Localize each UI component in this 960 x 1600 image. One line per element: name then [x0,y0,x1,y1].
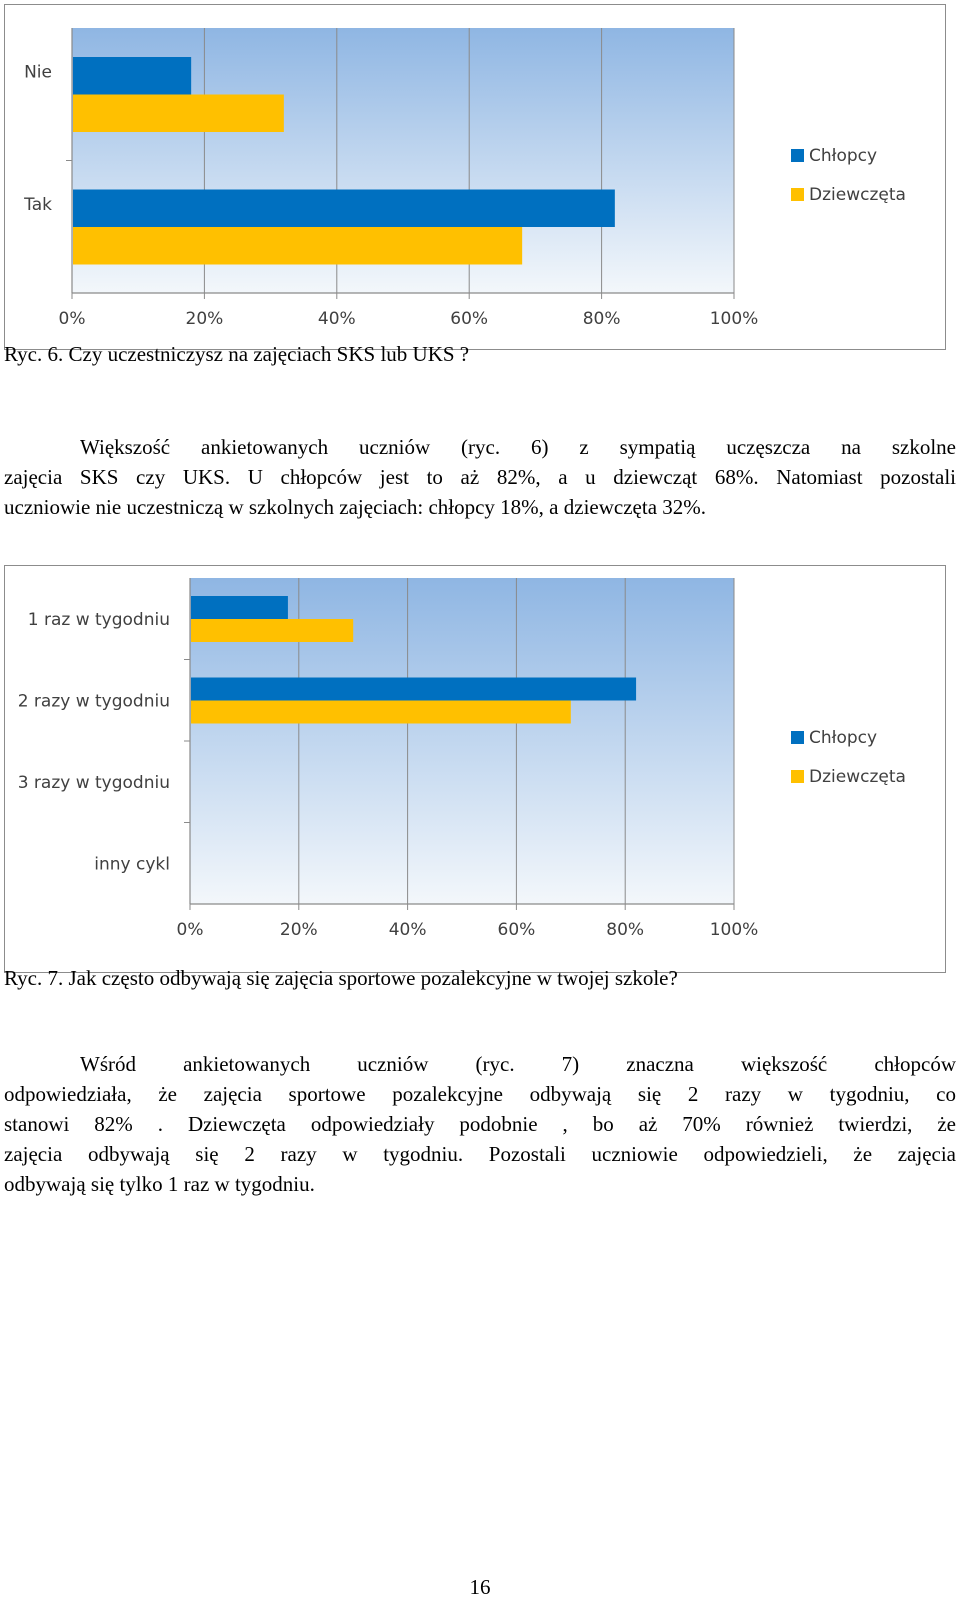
legend-label: Dziewczęta [809,185,906,205]
x-tick-label: 20% [185,309,224,329]
legend-swatch [791,188,804,201]
x-tick-label: 0% [176,920,204,940]
chart-sport-frequency [4,565,946,973]
x-tick-label: 60% [450,309,489,329]
paragraph-fig7-summary [4,1049,956,1199]
legend-swatch [791,149,804,162]
category-label: Tak [24,195,52,216]
category-label: 2 razy w tygodniu [17,691,170,712]
legend-label: Dziewczęta [809,767,906,787]
paragraph-line: stanowi 82% . Dziewczęta odpowiedziały podobnie , bo aż 70% również twierdzi, że [4,1112,956,1136]
legend-label: Chłopcy [809,146,878,166]
bar-chlopcy [191,678,636,701]
paragraph-line: zajęcia odbywają się 2 razy w tygodniu. Pozostali uczniowie odpowiedzieli, że zajęcia [4,1142,956,1166]
bar-dziewczeta [191,701,571,724]
category-label: inny cykl [94,854,170,875]
chart-sport-frequency-svg [5,566,947,974]
category-label: Nie [24,62,52,83]
legend-swatch [791,731,804,744]
x-tick-label: 80% [582,309,621,329]
category-label: 3 razy w tygodniu [17,772,170,793]
x-tick-label: 100% [709,920,759,940]
legend-swatch [791,770,804,783]
paragraph-line: Wśród ankietowanych uczniów (ryc. 7) znaczna większość chłopców [80,1052,956,1076]
bar-chlopcy [191,596,288,619]
paragraph-fig6-summary [4,432,956,522]
chart-sks-participation-svg [5,5,947,351]
x-tick-label: 0% [58,309,86,329]
paragraph-line: odpowiedziała, że zajęcia sportowe pozalekcyjne odbywają się 2 razy w tygodniu, co [4,1082,956,1106]
legend-label: Chłopcy [809,728,878,748]
x-tick-label: 100% [709,309,759,329]
figure-7-caption: Ryc. 7. Jak często odbywają się zajęcia sportowe pozalekcyjne w twojej szkole? [4,966,678,990]
figure-6-caption: Ryc. 6. Czy uczestniczysz na zajęciach SKS lub UKS ? [4,342,470,366]
bar-dziewczeta [191,619,353,642]
chart-sks-participation [4,4,946,350]
paragraph-line: uczniowie nie uczestniczą w szkolnych zajęciach: chłopcy 18%, a dziewczęta 32%. [4,495,707,519]
paragraph-line: Większość ankietowanych uczniów (ryc. 6) z sympatią uczęszcza na szkolne [80,435,956,459]
category-label: 1 raz w tygodniu [27,609,170,630]
x-tick-label: 20% [279,920,318,940]
x-tick-label: 40% [317,309,356,329]
bar-chlopcy [73,190,615,228]
page-number: 16 [469,1575,491,1599]
bar-dziewczeta [73,95,284,133]
bar-dziewczeta [73,227,522,265]
paragraph-line: zajęcia SKS czy UKS. U chłopców jest to aż 82%, a u dziewcząt 68%. Natomiast pozostali [4,465,956,489]
x-tick-label: 40% [388,920,427,940]
bar-chlopcy [73,57,191,95]
x-tick-label: 80% [606,920,645,940]
x-tick-label: 60% [497,920,536,940]
paragraph-line: odbywają się tylko 1 raz w tygodniu. [4,1172,315,1196]
